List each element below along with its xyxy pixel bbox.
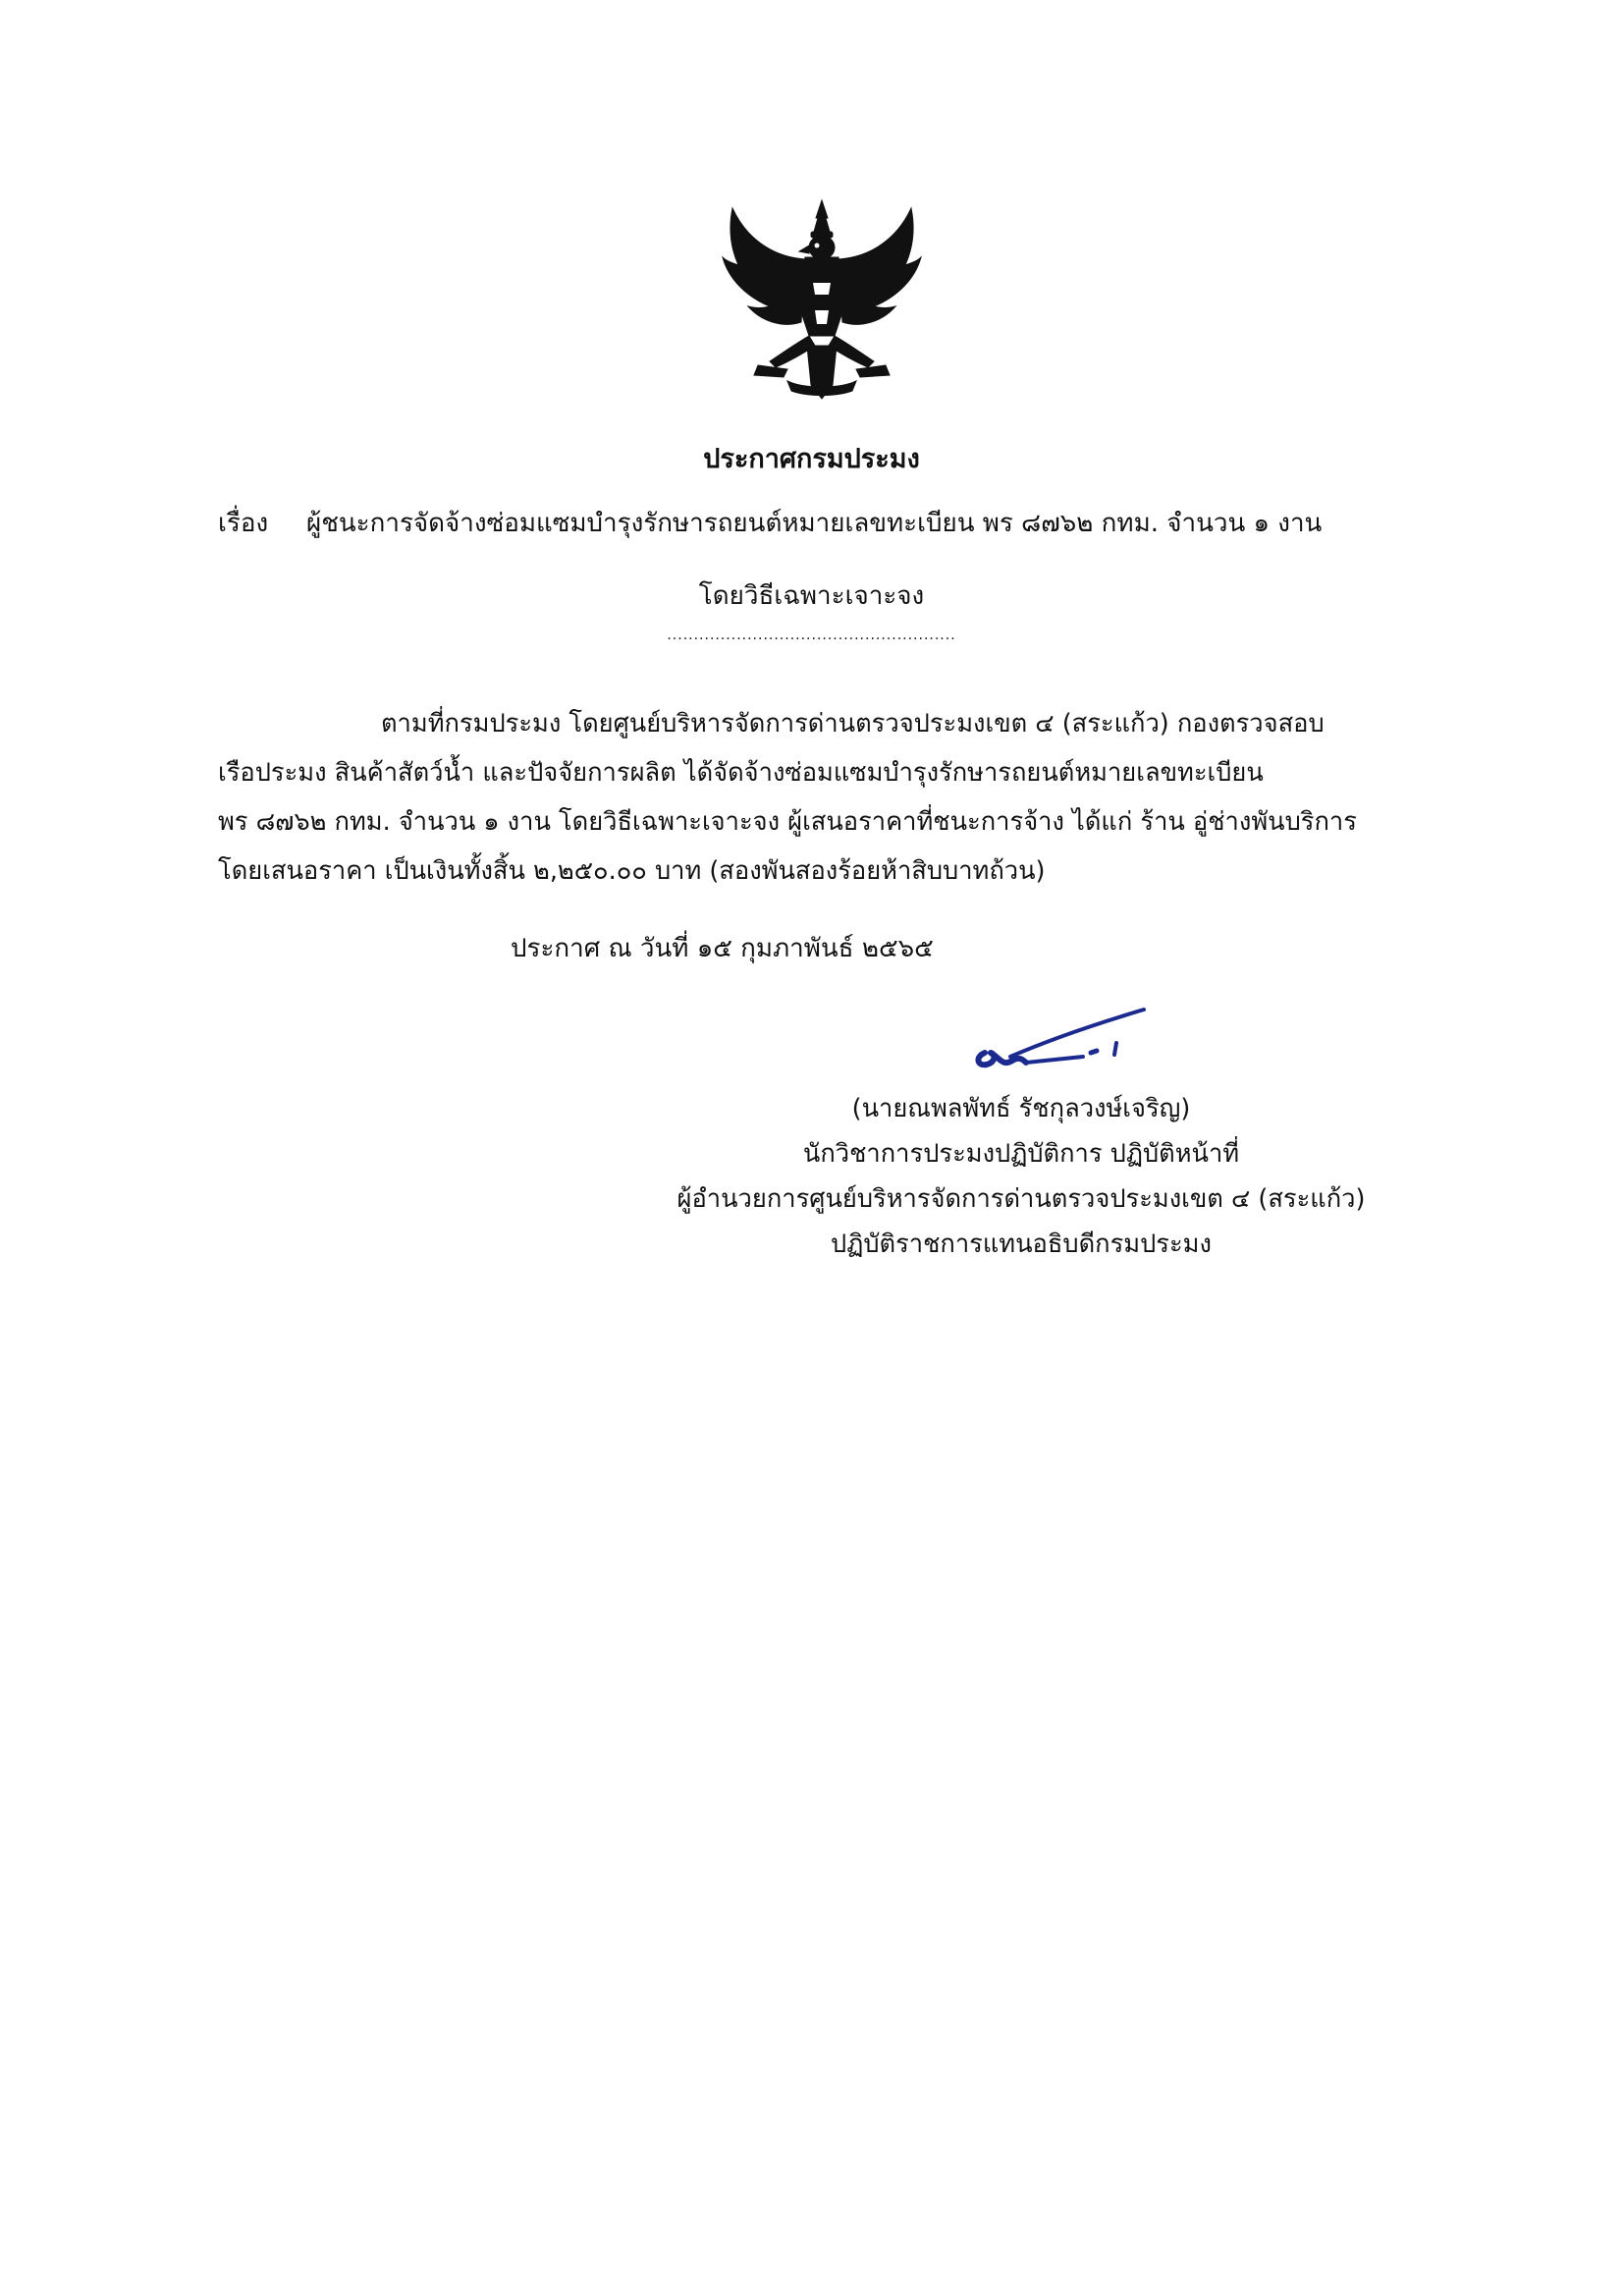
signer-block — [628, 1086, 1414, 1267]
signer-position: ผู้อำนวยการศูนย์บริหารจัดการด่านตรวจประมงเขต ๔ (สระแก้ว) — [676, 1184, 1366, 1214]
handwritten-signature-icon — [967, 1002, 1154, 1090]
body-line: ตามที่กรมประมง โดยศูนย์บริหารจัดการด่านตรวจประมงเขต ๔ (สระแก้ว) กองตรวจสอบ — [381, 709, 1325, 738]
signer-name: (นายณพลพัทธ์ รัชกุลวงษ์เจริญ) — [851, 1094, 1191, 1123]
signer-position: นักวิชาการประมงปฏิบัติการ ปฏิบัติหน้าที่ — [802, 1139, 1240, 1169]
signer-position: ปฏิบัติราชการแทนอธิบดีกรมประมง — [831, 1230, 1212, 1259]
body-paragraph — [218, 699, 1404, 896]
subject-line — [218, 504, 1455, 543]
announcement-date: ประกาศ ณ วันที่ ๑๕ กุมภาพันธ์ ๒๕๖๕ — [511, 934, 934, 963]
body-line: โดยเสนอราคา เป็นเงินทั้งสิ้น ๒,๒๕๐.๐๐ บาท (สองพันสองร้อยห้าสิบบาทถ้วน) — [218, 856, 1046, 886]
subject-label: เรื่อง — [218, 509, 269, 538]
body-line: พร ๘๗๖๒ กทม. จำนวน ๑ งาน โดยวิธีเฉพาะเจาะจง ผู้เสนอราคาที่ชนะการจ้าง ได้แก่ ร้าน อู่ช่างพันบริการ — [218, 807, 1357, 837]
document-title: ประกาศกรมประมง — [703, 444, 920, 474]
subject-text: ผู้ชนะการจัดจ้างซ่อมแซมบำรุงรักษารถยนต์หมายเลขทะเบียน พร ๘๗๖๒ กทม. จำนวน ๑ งาน — [306, 509, 1323, 538]
body-line: เรือประมง สินค้าสัตว์น้ำ และปัจจัยการผลิต ได้จัดจ้างซ่อมแซมบำรุงรักษารถยนต์หมายเลขทะเบียน — [218, 758, 1264, 788]
garuda-emblem-icon — [719, 189, 925, 405]
separator-dots: ...................................................... — [667, 628, 956, 643]
subject-text-continued: โดยวิธีเฉพาะเจาะจง — [698, 581, 925, 611]
